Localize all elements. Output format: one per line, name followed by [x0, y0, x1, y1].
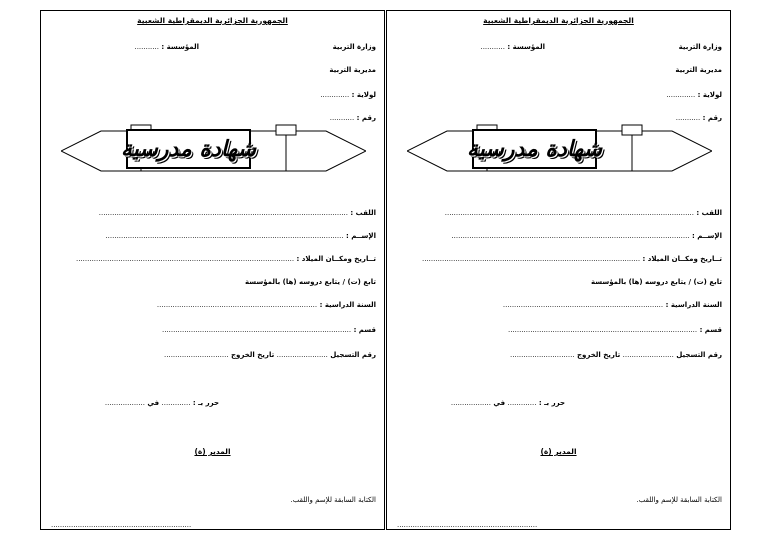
- enrolled-line: تابع (ت) / يتابع دروسه (ها) بالمؤسسة: [244, 278, 376, 286]
- wilaya-dots: .............: [320, 91, 350, 99]
- registration-field: [510, 351, 722, 360]
- registration-label: رقم التسجيل: [676, 351, 722, 359]
- institution-field: [480, 43, 545, 52]
- birth-field: [422, 255, 722, 264]
- surname-dots: ................................................................................................................: [98, 209, 348, 217]
- in-dots: ..................: [450, 399, 491, 407]
- name-label: الإســم :: [345, 232, 376, 240]
- surname-label: اللقب :: [696, 209, 722, 217]
- surname-dots: ................................................................................................................: [444, 209, 694, 217]
- exit-label: تاريخ الخروج: [231, 351, 275, 359]
- in-label: في: [147, 399, 160, 407]
- certificate-title: شهادة مدرسية: [120, 136, 257, 162]
- wilaya-dots: .............: [666, 91, 696, 99]
- note-dots: ...............................................................: [51, 521, 192, 529]
- wilaya-label: لولاية :: [351, 91, 376, 99]
- registration-dots: .......................: [622, 351, 674, 359]
- written-label: حرر بـ :: [538, 399, 565, 407]
- birth-field: [76, 255, 376, 264]
- director-label: المدير (ة): [540, 447, 577, 456]
- note-text: الكتابة السابقة للإسم واللقب.: [636, 496, 722, 504]
- institution-label: المؤسسة :: [161, 43, 199, 51]
- ministry-label: وزارة التربية: [678, 43, 722, 51]
- written-label: حرر بـ :: [192, 399, 219, 407]
- number-field: [676, 114, 722, 123]
- birth-dots: ..................................................................................................: [76, 255, 295, 263]
- name-field: [451, 232, 722, 241]
- registration-dots: .......................: [276, 351, 328, 359]
- section-dots: .....................................................................................: [507, 326, 698, 334]
- certificate-title: شهادة مدرسية: [466, 136, 603, 162]
- wilaya-field: [666, 91, 722, 100]
- directorate-label: مديرية التربية: [329, 66, 376, 74]
- registration-field: [164, 351, 376, 360]
- in-label: في: [493, 399, 506, 407]
- written-field: [451, 399, 565, 408]
- surname-label: اللقب :: [350, 209, 376, 217]
- enrolled-line: تابع (ت) / يتابع دروسه (ها) بالمؤسسة: [590, 278, 722, 286]
- note-text: الكتابة السابقة للإسم واللقب.: [290, 496, 376, 504]
- registration-label: رقم التسجيل: [330, 351, 376, 359]
- number-dots: ...........: [675, 114, 701, 122]
- year-field: [157, 301, 376, 310]
- surname-field: [99, 209, 376, 218]
- institution-dots: ...........: [480, 43, 505, 51]
- certificate-copy-left: [40, 10, 385, 530]
- number-label: رقم :: [356, 114, 376, 122]
- year-label: السنة الدراسية :: [665, 301, 722, 309]
- institution-field: [134, 43, 199, 52]
- birth-label: تــاريخ ومكــان الميلاد :: [642, 255, 722, 263]
- year-dots: ........................................................................: [502, 301, 664, 309]
- number-label: رقم :: [702, 114, 722, 122]
- note-dots: ...............................................................: [397, 521, 538, 529]
- directorate-label: مديرية التربية: [675, 66, 722, 74]
- name-label: الإســم :: [691, 232, 722, 240]
- name-dots: ...........................................................................................................: [451, 232, 690, 240]
- name-dots: ...........................................................................................................: [105, 232, 344, 240]
- director-label: المدير (ة): [194, 447, 231, 456]
- birth-label: تــاريخ ومكــان الميلاد :: [296, 255, 376, 263]
- header-republic: الجمهورية الجزائرية الديمقراطية الشعبية: [483, 16, 634, 25]
- section-label: قسم :: [353, 326, 376, 334]
- number-field: [330, 114, 376, 123]
- institution-dots: ...........: [134, 43, 159, 51]
- written-dots: .............: [507, 399, 537, 407]
- title-box: [466, 129, 603, 169]
- surname-field: [445, 209, 722, 218]
- wilaya-label: لولاية :: [697, 91, 722, 99]
- title-box: [120, 129, 257, 169]
- year-field: [503, 301, 722, 310]
- certificate-copy-right: [386, 10, 731, 530]
- exit-label: تاريخ الخروج: [577, 351, 621, 359]
- section-dots: .....................................................................................: [161, 326, 352, 334]
- name-field: [105, 232, 376, 241]
- institution-label: المؤسسة :: [507, 43, 545, 51]
- section-label: قسم :: [699, 326, 722, 334]
- exit-dots: .............................: [510, 351, 575, 359]
- section-field: [162, 326, 376, 335]
- written-field: [105, 399, 219, 408]
- birth-dots: ..................................................................................................: [422, 255, 641, 263]
- header-republic: الجمهورية الجزائرية الديمقراطية الشعبية: [137, 16, 288, 25]
- year-label: السنة الدراسية :: [319, 301, 376, 309]
- ministry-label: وزارة التربية: [332, 43, 376, 51]
- exit-dots: .............................: [164, 351, 229, 359]
- in-dots: ..................: [104, 399, 145, 407]
- wilaya-field: [320, 91, 376, 100]
- section-field: [508, 326, 722, 335]
- written-dots: .............: [161, 399, 191, 407]
- year-dots: ........................................................................: [156, 301, 318, 309]
- number-dots: ...........: [329, 114, 355, 122]
